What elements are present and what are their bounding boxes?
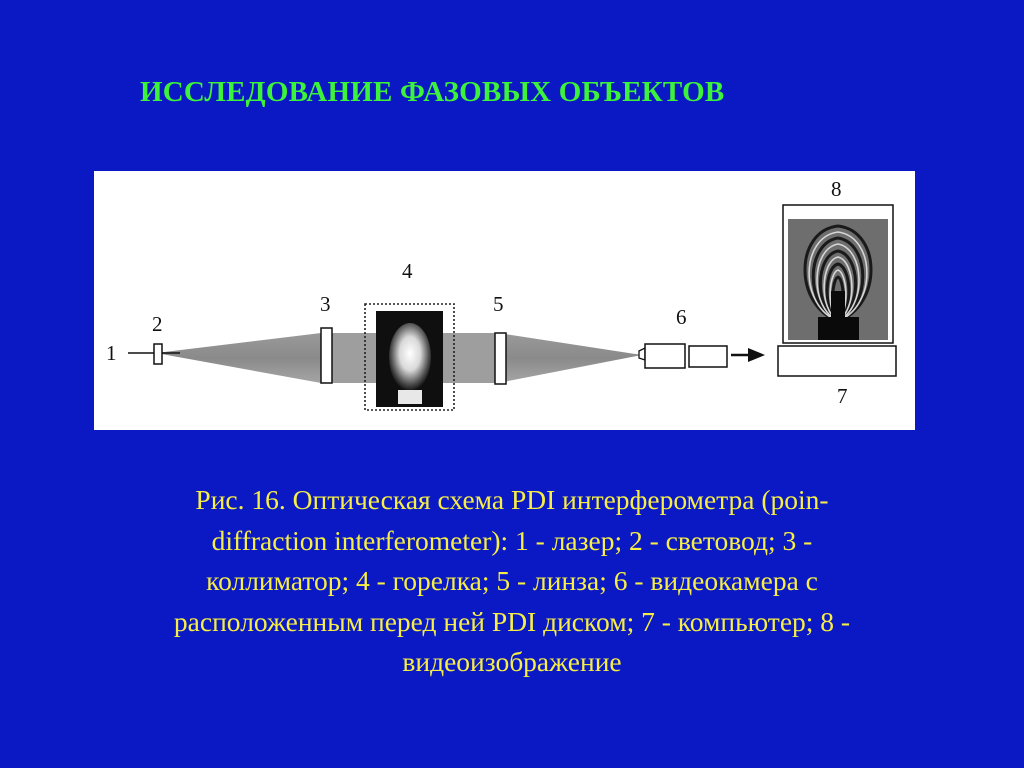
- caption-line-3: коллиматор; 4 - горелка; 5 - линза; 6 - видеокамера с: [206, 565, 818, 596]
- caption-line-5: видеоизображение: [402, 646, 622, 677]
- signal-arrowhead: [748, 348, 765, 362]
- computer-unit: [778, 346, 896, 376]
- caption-line-2: diffraction interferometer): 1 - лазер; 2 - световод; 3 -: [211, 524, 813, 556]
- pdi-disk: [639, 348, 645, 360]
- videocamera-body: [645, 344, 685, 368]
- label-laser: 1: [106, 341, 117, 365]
- optical-scheme-diagram: [94, 171, 915, 430]
- label-light-guide: 2: [152, 312, 163, 336]
- light-guide: [154, 344, 162, 364]
- slide-title: ИССЛЕДОВАНИЕ ФАЗОВЫХ ОБЪЕКТОВ: [140, 76, 725, 108]
- interferogram-nozzle-shadow: [831, 291, 845, 319]
- flame: [389, 323, 431, 391]
- label-video-image: 8: [831, 177, 842, 201]
- label-burner: 4: [402, 259, 413, 283]
- lens: [495, 333, 506, 384]
- interferogram-burner-shadow: [818, 317, 859, 340]
- optical-scheme-figure: [94, 171, 915, 430]
- diverging-beam: [156, 333, 321, 383]
- caption-line-1: Рис. 16. Оптическая схема PDI интерферометра (poin-: [195, 484, 829, 515]
- label-lens: 5: [493, 292, 504, 316]
- figure-caption: [60, 480, 964, 683]
- label-computer: 7: [837, 384, 848, 408]
- caption-line-4: расположенным перед ней PDI диском; 7 - компьютер; 8 -: [173, 605, 851, 637]
- collimator: [321, 328, 332, 383]
- converging-beam: [498, 333, 642, 383]
- label-videocamera: 6: [676, 305, 687, 329]
- videocamera-lens-unit: [689, 346, 727, 367]
- burner-nozzle: [398, 390, 422, 404]
- label-collimator: 3: [320, 292, 331, 316]
